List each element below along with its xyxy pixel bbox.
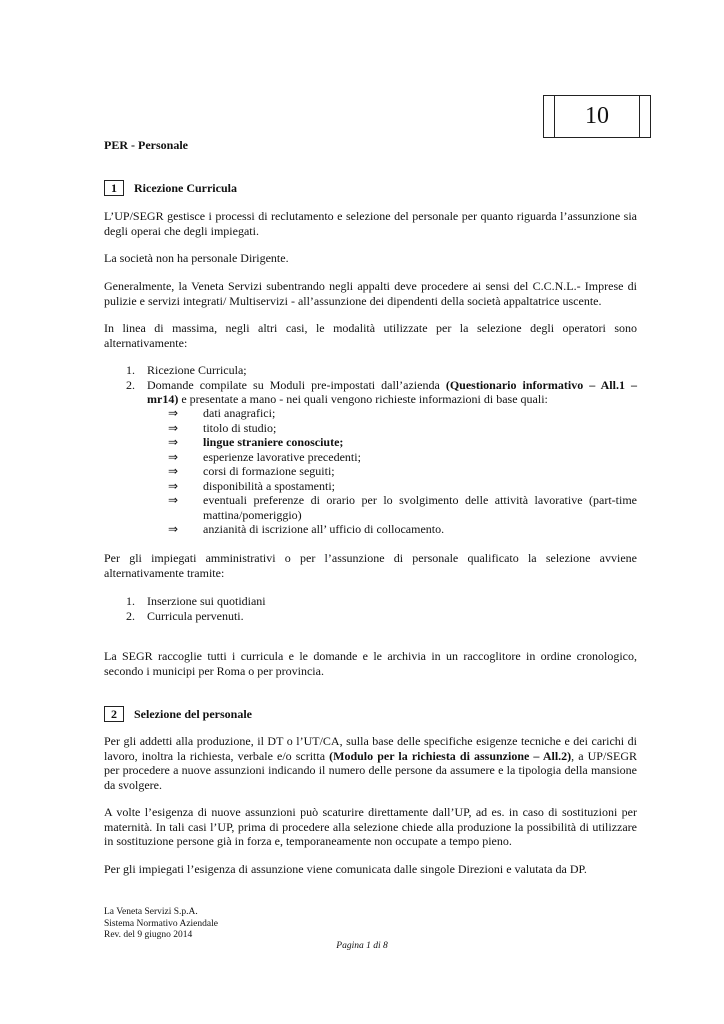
section-number: 2 (104, 706, 124, 722)
arrow-icon: ⇒ (168, 493, 179, 507)
footer-company: La Veneta Servizi S.p.A. (104, 907, 198, 917)
footer-revision: Rev. del 9 giugno 2014 (104, 930, 193, 940)
list-item: 1. Inserzione sui quotidiani (126, 594, 266, 608)
paragraph: Generalmente, la Veneta Servizi subentrando negli appalti deve procedere ai sensi del C.C.N.L.- Imprese di pulizie e servizi integrati/ Multiservizi - all’assunzione dei dipendenti della società appaltatrice uscente. (104, 279, 637, 308)
section-heading: PER - Personale (104, 138, 188, 152)
section-number: 1 (104, 180, 124, 196)
footer-system: Sistema Normativo Aziendale (104, 918, 218, 929)
arrow-list-text: titolo di studio; (203, 420, 277, 435)
arrow-icon: ⇒ (168, 406, 179, 420)
arrow-icon: ⇒ (168, 435, 179, 449)
page-indicator: Pagina 1 di 8 (336, 941, 388, 951)
paragraph: A volte l’esigenza di nuove assunzioni può scaturire direttamente dall’UP, ad es. in caso di sostituzioni per maternità. In tali casi l’UP, prima di procedere alla selezione chiede alla produzione la possibilità di utilizzare in sostituzione persone già in forza e, temporaneamente non occupate a tempo pieno. (104, 805, 637, 848)
paragraph: L’UP/SEGR gestisce i processi di reclutamento e selezione del personale per quanto riguarda l’assunzione sia degli operai che degli impiegati. (104, 209, 637, 238)
arrow-list-item (104, 406, 637, 421)
numbered-list (104, 594, 637, 623)
arrow-list-item (104, 522, 637, 537)
section-title: Selezione del personale (134, 706, 252, 721)
form-reference: (Modulo per la richiesta di assunzione – All.2) (329, 748, 572, 763)
arrow-list-item (104, 479, 637, 494)
paragraph: In linea di massima, negli altri casi, le modalità utilizzate per la selezione degli operatori sono alternativamente: (104, 321, 637, 350)
arrow-list-item (104, 464, 637, 479)
section-1-header (104, 180, 237, 196)
paragraph: Per gli impiegati l’esigenza di assunzione viene comunicata dalle singole Direzioni e valutata da DP. (104, 862, 587, 876)
numbered-list (104, 363, 637, 407)
page-number: 10 (554, 96, 640, 137)
form-reference: (Questionario informativo – All.1 – mr14) (147, 377, 637, 406)
arrow-list-item (104, 421, 637, 436)
arrow-icon: ⇒ (168, 464, 179, 478)
arrow-list-text: lingue straniere conosciute; (203, 435, 344, 449)
arrow-list-item (104, 450, 637, 465)
paragraph: Per gli addetti alla produzione, il DT o l’UT/CA, sulla base delle specifiche esigenze tecniche e dei carichi di lavoro, inoltra la richiesta, verbale e/o scritta (Modulo per la richiesta di assunzione – All.2), a UP/SEGR per procedere a nuove assunzioni indicando il numero delle persone da assumere e la tipologia della mansione da svolgere. (104, 734, 637, 792)
section-title: Ricezione Curricula (134, 180, 237, 195)
paragraph: Per gli impiegati amministrativi o per l’assunzione di personale qualificato la selezione avviene alternativamente tramite: (104, 551, 637, 580)
arrow-list-text: anzianità di iscrizione all’ ufficio di collocamento. (203, 522, 445, 536)
arrow-icon: ⇒ (168, 449, 179, 464)
list-item: 2. Curricula pervenuti. (126, 608, 244, 623)
arrow-list-text: dati anagrafici; (203, 406, 276, 420)
arrow-list-item (104, 435, 637, 450)
arrow-list-text: corsi di formazione seguiti; (203, 464, 335, 478)
list-item: 1. Ricezione Curricula; (126, 363, 247, 377)
paragraph: La SEGR raccoglie tutti i curricula e le domande e le archivia in un raccoglitore in ordine cronologico, secondo i municipi per Roma o per provincia. (104, 649, 637, 678)
arrow-list-text: disponibilità a spostamenti; (203, 478, 335, 493)
paragraph: La società non ha personale Dirigente. (104, 251, 289, 265)
page-number-box (543, 95, 651, 138)
arrow-list-text: esperienze lavorative precedenti; (203, 449, 361, 464)
arrow-list-item (104, 493, 637, 522)
section-2-header (104, 706, 252, 722)
arrow-list-text: eventuali preferenze di orario per lo svolgimento delle attività lavorative (part-time mattina/pomeriggio) (203, 493, 637, 522)
arrow-icon: ⇒ (168, 522, 179, 536)
arrow-icon: ⇒ (168, 420, 179, 435)
arrow-list (104, 406, 637, 537)
footer (104, 907, 218, 942)
arrow-icon: ⇒ (168, 478, 179, 493)
list-item: 2. Domande compilate su Moduli pre-impostati dall’azienda (Questionario informativo – All.1 – mr14) e presentate a mano - nei quali vengono richieste informazioni di base quali: (126, 377, 637, 406)
